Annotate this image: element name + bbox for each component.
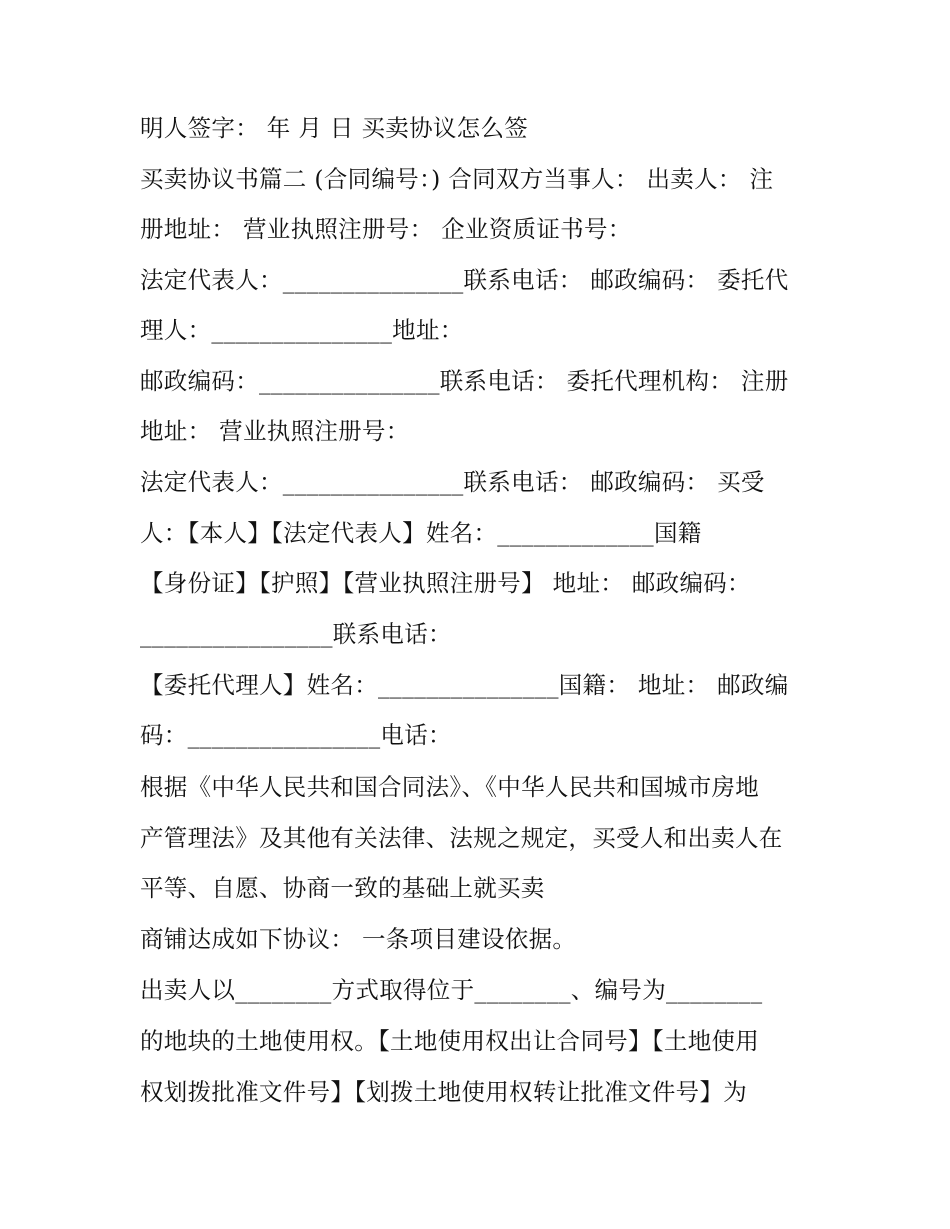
text-line: 法定代表人：_______________联系电话： 邮政编码： 买受 — [140, 468, 765, 496]
text-line: 商铺达成如下协议： 一条项目建设依据。 — [140, 925, 577, 953]
text-line: 买卖协议书篇二 (合同编号：) 合同双方当事人： 出卖人： 注 — [140, 165, 774, 193]
text-line: 码：________________电话： — [140, 721, 452, 749]
text-line: 出卖人以________方式取得位于________、编号为________ — [140, 976, 763, 1004]
text-line: ________________联系电话： — [140, 620, 452, 648]
text-line: 产管理法》及其他有关法律、法规之规定，买受人和出卖人在 — [140, 824, 783, 852]
text-line: 理人：_______________地址： — [140, 316, 464, 344]
text-line: 平等、自愿、协商一致的基础上就买卖 — [140, 874, 545, 902]
text-line: 法定代表人：_______________联系电话： 邮政编码： 委托代 — [140, 266, 789, 294]
text-line: 地址： 营业执照注册号： — [140, 417, 410, 445]
text-line: 邮政编码：_______________联系电话： 委托代理机构： 注册 — [140, 367, 789, 395]
text-line: 根据《中华人民共和国合同法》、《中华人民共和国城市房地 — [140, 773, 760, 801]
text-line: 【身份证】【护照】【营业执照注册号】 地址： 邮政编码： — [140, 569, 751, 597]
text-line: 册地址： 营业执照注册号： 企业资质证书号： — [140, 215, 632, 243]
text-line: 明人签字： 年 月 日 买卖协议怎么签 — [140, 114, 529, 142]
text-line: 权划拨批准文件号】【划拨土地使用权转让批准文件号】为 — [140, 1078, 748, 1106]
text-line: 【委托代理人】姓名：_______________国籍： 地址： 邮政编 — [140, 671, 789, 699]
text-line: 的地块的土地使用权。【土地使用权出让合同号】【土地使用 — [140, 1027, 760, 1055]
text-line: 人：【本人】【法定代表人】姓名：_____________国籍 — [140, 519, 702, 547]
